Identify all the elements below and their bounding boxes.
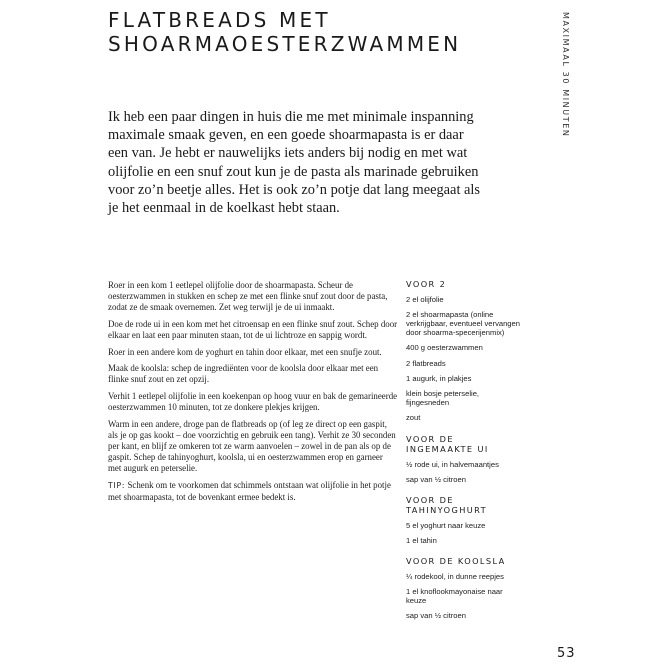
tip-text: Schenk om te voorkomen dat schimmels ontstaan wat olijfolie in het potje met shoarmapasta, tot de bovenkant ermee bedekt is. (108, 479, 391, 502)
ingredient-group-coleslaw (406, 556, 524, 620)
ingredient-item: 1 augurk, in plakjes (406, 373, 472, 383)
ingredient-item: klein bosje peterselie, fijngesneden (406, 388, 480, 408)
step-5: Verhit 1 eetlepel olijfolie in een koekenpan op hoog vuur en bak de gemarineerde oesterzwammen 10 minuten, tot ze donkere plekjes krijgen. (108, 391, 398, 413)
ingredient-group-main (406, 279, 524, 423)
step-2: Doe de rode ui in een kom met het citroensap en een flinke snuf zout. Schep door elkaar en laat een paar minuten staan, tot de ui lichtroze en sappig wordt. (108, 318, 398, 340)
ingredient-item: 2 el olijfolie (406, 294, 444, 304)
ingredient-group-title: VOOR 2 (406, 279, 447, 289)
time-side-label: MAXIMAAL 30 MINUTEN (561, 12, 570, 138)
ingredient-item: zout (406, 413, 421, 423)
step-4: Maak de koolsla: schep de ingrediënten voor de koolsla door elkaar met een flinke snuf zout en zet opzij. (108, 363, 379, 385)
ingredient-item: 1 el knoflookmayonaise naar keuze (406, 587, 503, 606)
ingredient-item: 5 el yoghurt naar keuze (406, 520, 486, 530)
ingredients-column (406, 279, 524, 632)
step-6: Warm in een andere, droge pan de flatbreads op (of leg ze direct op een gaspit, als je op gas kookt – doe voorzichtig en gebruik een tang). Verhit ze 30 seconden per kant, en blijf ze omkeren tot ze warm aanvoelen – zowel in de pan als op de gaspit. Schep de tahinyoghurt, koolsla, ui en oesterzwammen erop en garneer met augurk en peterselie. (108, 419, 396, 473)
ingredient-group-title: VOOR DE TAHINYOGHURT (406, 494, 488, 516)
tip-label: TIP: (108, 480, 126, 490)
ingredient-item: ½ rode ui, in halvemaantjes (406, 459, 499, 469)
ingredient-item: 2 el shoarmapasta (online verkrijgbaar, eventueel vervangen door shoarma-specerijenmix) (406, 309, 520, 338)
tip (108, 480, 398, 503)
step-3: Roer in een andere kom de yoghurt en tahin door elkaar, met een snufje zout. (108, 346, 382, 357)
recipe-title (108, 8, 528, 56)
ingredient-item: sap van ½ citroen (406, 611, 466, 621)
ingredient-item: 1 el tahin (406, 536, 437, 546)
intro-paragraph: Ik heb een paar dingen in huis die me met minimale inspanning maximale smaak geven, en een goede shoarmapasta is er daar een van. Je hebt er nauwelijks iets anders bij nodig en met wat olijfolie en een snuf zout kun je de pasta als marinade gebruiken voor zo’n beetje alles. Het is ook zo’n potje dat lang meegaat als je het eenmaal in de koelkast hebt staan. (108, 109, 481, 217)
ingredient-group-tahini-yoghurt (406, 495, 524, 545)
ingredient-group-title: VOOR DE INGEMAAKTE UI (406, 433, 489, 455)
ingredient-item: ¼ rodekool, in dunne reepjes (406, 571, 504, 581)
recipe-title-line-1: FLATBREADS MET (108, 8, 331, 32)
ingredient-item: sap van ½ citroen (406, 474, 466, 484)
ingredient-group-title: VOOR DE KOOLSLA (406, 556, 506, 567)
method-steps (108, 280, 398, 508)
ingredient-item: 400 g oesterzwammen (406, 343, 483, 353)
page-number: 53 (557, 646, 576, 661)
ingredient-item: 2 flatbreads (406, 358, 446, 368)
ingredient-group-pickled-onion (406, 434, 524, 484)
recipe-title-line-2: SHOARMAOESTERZWAMMEN (108, 32, 462, 56)
step-1: Roer in een kom 1 eetlepel olijfolie door de shoarmapasta. Scheur de oesterzwammen in stukken en schep ze met een flinke snuf zout door de pasta, zodat ze de smaak overnemen. Zet weg terwijl je de ui inmaakt. (108, 280, 388, 312)
